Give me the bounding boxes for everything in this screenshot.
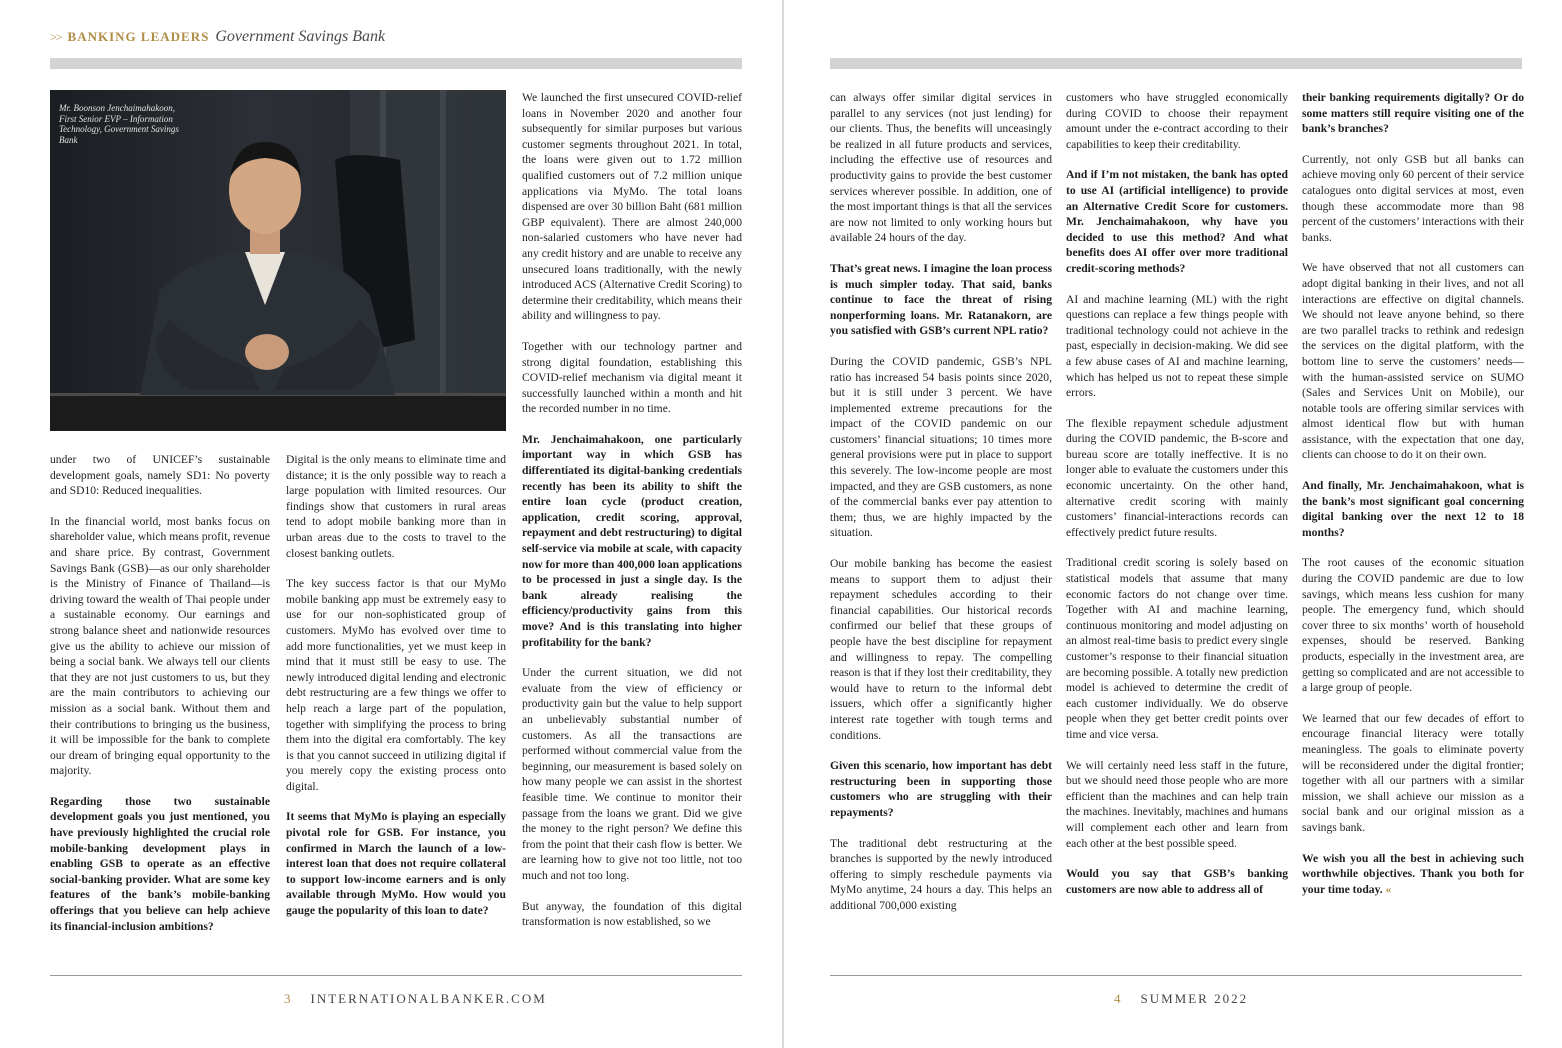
page-number: 4: [1114, 991, 1123, 1006]
paragraph-text: Under the current situation, we did not evaluate from the view of efficiency or productivity gain but the value to help support an unbelievably substantial number of customers. As all the transactions are performed without commercial value from the beginning, our measurement is based solely on how many people we can assist in the shortest feasible time. We continue to monitor their passage from the loans we grant. Did we give the money to the right person? We define this from the point that their cash flow is better. We are learning how to give not too little, not too much and not too long.: [522, 666, 742, 882]
interview-question: [522, 432, 742, 650]
interview-answer: [1302, 260, 1524, 463]
portrait-photo: [50, 90, 506, 431]
text-column-right-3: [1302, 90, 1524, 968]
interview-question: [50, 794, 270, 934]
interview-answer: [1066, 90, 1288, 152]
paragraph-text: Mr. Jenchaimahakoon, one particularly important way in which GSB has differentiated its digital-banking credentials recently has been its ability to shift the entire loan cycle (product creation, application, credit scoring, approval, repayment and debt restructuring) to digital self-service via mobile at scale, with capacity now for more than 400,000 loan applications to be processed in just a single day. Is the bank already realising the efficiency/productivity gains from this move? And is this translating into higher profitability for the bank?: [522, 432, 742, 649]
end-mark-icon: «: [1385, 882, 1392, 896]
interview-answer: [522, 90, 742, 324]
paragraph-text: Currently, not only GSB but all banks can achieve moving only 60 percent of their service catalogues onto digital services at most, even though these accommodate more than 98 percent of the customers’ interactions with their banks.: [1302, 152, 1524, 244]
article-title: Government Savings Bank: [215, 28, 386, 45]
header-bar: [830, 58, 1522, 69]
interview-question: [830, 758, 1052, 820]
interview-question: [830, 261, 1052, 339]
photo-caption: Mr. Boonson Jenchaimahakoon, First Senior EVP – Information Technology, Government Savings Bank: [59, 103, 179, 145]
page-right: [784, 0, 1562, 1048]
paragraph-text: And if I’m not mistaken, the bank has opted to use AI (artificial intelligence) to provide an Alternative Credit Score for customers. Mr. Jenchaimahakoon, why have you decided to use this method? And what benefits does AI offer over more traditional credit-scoring methods?: [1066, 168, 1288, 275]
paragraph-text: It seems that MyMo is playing an especially pivotal role for GSB. For instance, you confirmed in March the launch of a low-interest loan that does not require collateral to support low-income earners and is only available through MyMo. How would you gauge the popularity of this loan to date?: [286, 810, 506, 918]
folio: [1114, 991, 1248, 1007]
paragraph-text: But anyway, the foundation of this digital transformation is now established, so we: [522, 899, 742, 929]
interview-answer: [1066, 555, 1288, 742]
paragraph-text: Would you say that GSB’s banking customers are now able to address all of: [1066, 867, 1288, 896]
paragraph-text: We wish you all the best in achieving such worthwhile objectives. Thank you both for your time today.: [1302, 851, 1524, 896]
paragraph-text: Traditional credit scoring is solely based on statistical models that assume that many economic factors do not change over time. Together with AI and machine learning, continuous monitoring and model adjusting on an almost real-time basis to predict every single customer’s response to their financial situation are becoming possible. A totally new prediction model is achieved to determine the credit of each customer individually. We do observe people when they get better credit points over time and vice versa.: [1066, 556, 1288, 741]
footer-rule: [50, 975, 742, 976]
footer-rule: [830, 975, 1522, 976]
paragraph-text: We will certainly need less staff in the future, but we should need those people who are more efficient than the machines and can help train the machines. Inevitably, machines and humans will complement each other and learn from each other at the best possible speed.: [1066, 758, 1288, 850]
paragraph-text: The traditional debt restructuring at the branches is supported by the newly introduced offering to simply reschedule payments via MyMo anytime, 24 hours a day. This helps an additional 700,000 existing: [830, 836, 1052, 912]
folio: [284, 991, 547, 1007]
text-column-left-3: [522, 90, 742, 968]
text-column-left-2: [286, 452, 506, 968]
paragraph-text: their banking requirements digitally? Or do some matters still require visiting one of the bank’s branches?: [1302, 91, 1524, 136]
paragraph-text: The root causes of the economic situation during the COVID pandemic are due to low savings, which means less cushion for many people. The emergency fund, which should cover three to six months’ worth of household expenses, should be reserved. Banking products, especially in the investment area, are getting so complicated and are not accessible to a large group of people.: [1302, 556, 1524, 695]
paragraph-text: We learned that our few decades of effort to encourage financial literacy were totally meaningless. The goals to eliminate poverty will be reconsidered under the digital frontier; together with all our partners with a similar mission, we shall achieve our mission as a social bank and our original mission as a savings bank.: [1302, 711, 1524, 834]
text-column-right-1: [830, 90, 1052, 968]
interview-question: [1302, 90, 1524, 137]
publication-url: INTERNATIONALBANKER.COM: [310, 991, 547, 1006]
page-number: 3: [284, 991, 293, 1006]
paragraph-text: can always offer similar digital services in parallel to any services (not just lending) for our clients. Thus, the benefits will unceasingly be realized in all future products and services, including the effective use of resources and productivity gains to provide the best customer services wherever possible. In addition, one of the most important things is that all the services are now not limited to only working hours but available 24 hours of the day.: [830, 91, 1052, 245]
issue-label: SUMMER 2022: [1140, 991, 1249, 1006]
paragraph-text: AI and machine learning (ML) with the right questions can replace a few things people with traditional technology could not achieve in the past, especially in decision-making. We did see a few abuse cases of AI and machine learning, which has helped us not to repeat these simple errors.: [1066, 292, 1288, 400]
header-bar: [50, 58, 742, 69]
interview-answer: [1302, 152, 1524, 246]
paragraph-text: The flexible repayment schedule adjustment during the COVID pandemic, the B-score and bureau score are totally ineffective. It is no longer able to evaluate the customers under this economic uncertainty. On the other hand, alternative credit scoring with mainly customers’ financial-interactions records can effectively predict future results.: [1066, 416, 1288, 539]
paragraph-text: Given this scenario, how important has debt restructuring been in supporting those customers who are struggling with their repayments?: [830, 759, 1052, 819]
interview-answer: [522, 899, 742, 930]
interview-answer: [286, 576, 506, 794]
interview-answer: [286, 452, 506, 561]
interview-answer: [830, 354, 1052, 541]
interview-answer: [50, 452, 270, 499]
paragraph-text: In the financial world, most banks focus on shareholder value, which means profit, revenue and share price. By contrast, Government Savings Bank (GSB)—as our only shareholder is the Ministry of Finance of Thailand—is driving toward the wealth of Thai people under a sustainable economy. Our earnings and strong balance sheet and nationwide resources give us the ability to achieve our mission of being a social bank. We always tell our clients that they are not just customers to us, but they are the main contributors to achieving our mission as a social bank. Without them and their contributions to bringing us the business, it will be impossible for the bank to complete our dream of bringing equal opportunity to the majority.: [50, 514, 270, 778]
interview-question: [1302, 478, 1524, 540]
paragraph-text: Our mobile banking has become the easiest means to support them to adjust their repayment schedules according to their financial capabilities. Our historical records confirmed our belief that these groups of people have the best discipline for repayment and willingness to repay. The compelling reason is that if they lost their creditability, they would have to return to the informal debt issuers, which offer a significantly higher interest rate together with tough terms and conditions.: [830, 557, 1052, 742]
running-head: [50, 28, 385, 46]
paragraph-text: We have observed that not all customers can adopt digital banking in their lives, and not all interactions are effective on digital channels. We should not leave anyone behind, so there are two parallel tracks to rethink and redesign the services on the digital platform, with the bottom line to serve the customers’ needs—with the human-assisted service on SUMO (Sales and Services Unit on Mobile), our notable tools are offering similar services with almost identical flow but with human assistance, with the expectation that one day, clients can choose to do it on their own.: [1302, 261, 1524, 462]
interview-answer: [1066, 416, 1288, 541]
paragraph-text: The key success factor is that our MyMo mobile banking app must be extremely easy to use for our non-sophisticated group of customers. MyMo has evolved over time to add more functionalities, yet we must keep in mind that it must still be easy to use. The newly introduced digital lending and electronic debt restructuring are a few things we offer to help reach a large part of the population, together with simplifying the process to bring them into the digital era comfortably. The key is that you cannot succeed in utilizing digital if you merely copy the existing process onto digital.: [286, 577, 506, 793]
interview-question: [1066, 167, 1288, 276]
text-column-left-1: [50, 452, 270, 968]
interview-answer: [1302, 555, 1524, 695]
paragraph-text: That’s great news. I imagine the loan process is much simpler today. That said, banks continue to face the threat of rising nonperforming loans. Mr. Ratanakorn, are you satisfied with GSB’s current NPL ratio?: [830, 261, 1052, 338]
paragraph-text: Digital is the only means to eliminate time and distance; it is the only possible way to reach a large population with limited resources. Our findings show that customers in rural areas tend to adopt mobile banking more than in urban areas due to the costs to travel to the closest banking outlets.: [286, 453, 506, 560]
interview-answer: [830, 836, 1052, 914]
interview-question: [1302, 851, 1524, 898]
section-label: BANKING LEADERS: [67, 29, 210, 44]
interview-answer: [522, 339, 742, 417]
text-column-right-2: [1066, 90, 1288, 968]
interview-question: [286, 809, 506, 918]
chevron-icon: >>: [50, 30, 62, 44]
paragraph-text: customers who have struggled economically during COVID to choose their repayment amount under the e-contract according to their capabilities to keep their creditability.: [1066, 91, 1288, 151]
paragraph-text: We launched the first unsecured COVID-relief loans in November 2020 and another four subsequently for similar purposes but various customer segments throughout 2021. In total, the loans were given out to 1.72 million qualified customers out of 7.2 million unique applications via MyMo. The total loans dispensed are over 30 billion Baht (681 million GBP equivalent). There are almost 240,000 non-salaried customers who have never had any credit history and are unable to receive any unsecured loans traditionally, with the newly introduced ACS (Alternative Credit Scoring) to determine their creditability, which means their ability and willingness to pay.: [522, 91, 742, 323]
interview-answer: [522, 665, 742, 883]
interview-answer: [1066, 758, 1288, 852]
interview-answer: [1066, 292, 1288, 401]
interview-answer: [1302, 711, 1524, 836]
paragraph-text: During the COVID pandemic, GSB’s NPL ratio has increased 54 basis points since 2020, but it is still under 3 percent. We have implemented extreme precautions for the impact of the COVID pandemic on our customers’ financial situations; 10 times more general provisions were put in place to support this severely. The low-income people are most impacted, and they are GSB customers, as none of the commercial banks ever pay attention to them; thus, we are highly impacted by the situation.: [830, 354, 1052, 540]
interview-answer: [830, 556, 1052, 743]
paragraph-text: Together with our technology partner and strong digital foundation, establishing this COVID-relief mechanism via digital meant it successfully launched within a month and hit the recorded number in no time.: [522, 339, 742, 416]
interview-answer: [50, 514, 270, 779]
paragraph-text: under two of UNICEF’s sustainable development goals, namely SD1: No poverty and SD10: Reduced inequalities.: [50, 453, 270, 498]
interview-question: [1066, 866, 1288, 897]
paragraph-text: And finally, Mr. Jenchaimahakoon, what is the bank’s most significant goal concerning digital banking over the next 12 to 18 months?: [1302, 479, 1524, 539]
paragraph-text: Regarding those two sustainable development goals you just mentioned, you have previously highlighted the crucial role mobile-banking development plays in enabling GSB to operate as an effective social-banking provider. What are some key features of the bank’s mobile-banking offerings that you believe can help achieve its financial-inclusion ambitions?: [50, 794, 270, 933]
interview-answer: [830, 90, 1052, 246]
